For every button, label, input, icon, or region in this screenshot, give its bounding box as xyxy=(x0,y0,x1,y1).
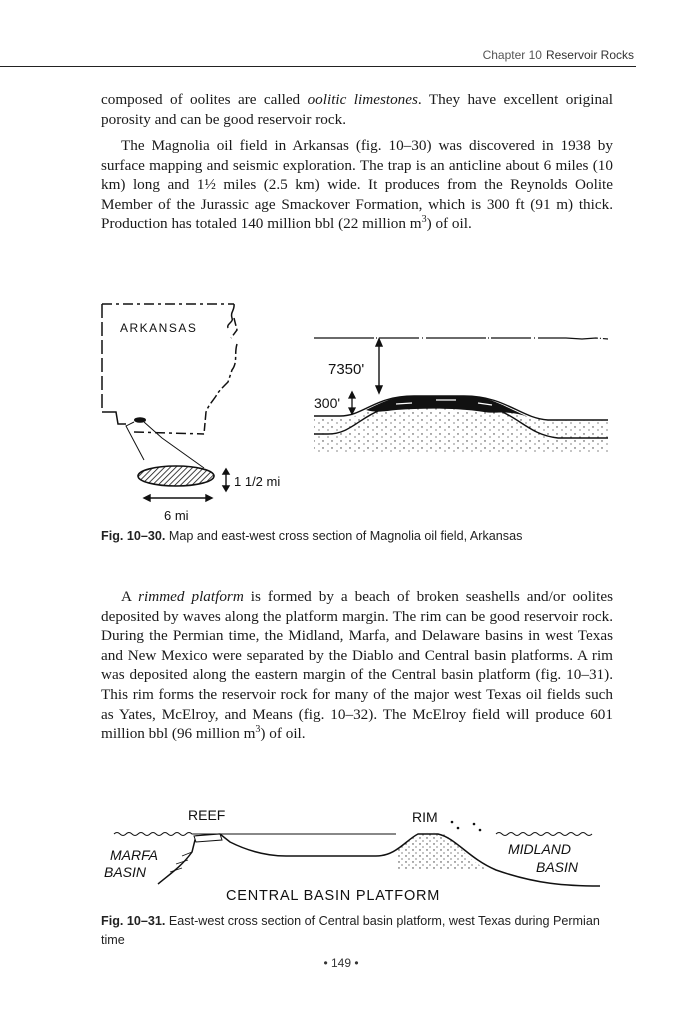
depth-label: 7350' xyxy=(328,361,365,378)
sea-surface xyxy=(114,833,592,836)
figure-10-30 xyxy=(96,292,626,528)
header-chapter: Chapter 10 xyxy=(482,48,542,62)
marfa-label: MARFA xyxy=(110,847,158,863)
figure-10-31 xyxy=(96,800,616,910)
field-ellipse xyxy=(138,466,214,486)
header-text xyxy=(483,48,634,62)
para3-lead: A xyxy=(121,588,139,605)
surface-line xyxy=(314,338,608,339)
paragraph-magnolia xyxy=(101,136,613,234)
caption-fig-10-31 xyxy=(101,912,613,950)
width-arrow xyxy=(223,469,229,491)
length-label: 6 mi xyxy=(164,508,189,523)
midland-label: MIDLAND xyxy=(508,841,572,857)
caption1-text: Map and east-west cross section of Magnolia oil field, Arkansas xyxy=(165,529,523,543)
thickness-label: 300' xyxy=(314,395,341,411)
marfa-basin-label: BASIN xyxy=(104,864,147,880)
para3-text: is formed by a beach of broken seashells and/or oolites deposited by waves along the platform margin. The rim can be good reservoir rock. During the Permian time, the Midland, Marfa, and Delaware basins in west Texas and New Mexico were separated by the Diablo and Central basin platforms. A rim was deposited along the eastern margin of the Central basin platform (fig. 10–31). This rim forms the reservoir rock for many of the major west Texas oil fields such as Yates, McElroy, and Means (fig. 10–32). The McElroy field will produce 601 million bbl (96 million m xyxy=(101,588,613,743)
caption1-number: Fig. 10–30. xyxy=(101,529,166,543)
magnifier-lines xyxy=(126,422,204,468)
para1-italic: oolitic limestones xyxy=(307,91,418,108)
para2-text: The Magnolia oil field in Arkansas (fig. 10–30) was discovered in 1938 by surface mapping and seismic exploration. The trap is an anticline about 6 miles (10 km) long and 1½ miles (2.5 km) wide. It produces from the Reynolds Oolite Member of the Jurassic age Smackover Formation, which is 300 ft (91 m) thick. Production has totaled 140 million bbl (22 million m xyxy=(101,137,613,233)
rim-label: RIM xyxy=(412,809,438,825)
paragraph-rimmed-platform xyxy=(101,587,613,744)
caption2-text: East-west cross section of Central basin platform, west Texas during Permian time xyxy=(101,914,600,947)
paragraph-oolitic xyxy=(101,90,613,129)
rim-dots-above xyxy=(451,821,482,832)
rim-deposit xyxy=(396,833,488,870)
reef-label: REEF xyxy=(188,807,226,823)
para2-text-end: ) of oil. xyxy=(426,215,472,233)
length-arrow xyxy=(144,495,212,501)
reef-hatching xyxy=(170,852,192,872)
cross-section xyxy=(314,338,608,452)
running-header xyxy=(0,44,636,67)
platform-label: CENTRAL BASIN PLATFORM xyxy=(226,888,441,904)
width-label: 1 1/2 mi xyxy=(234,474,281,489)
page-number: • 149 • xyxy=(323,956,359,970)
reef-cap xyxy=(194,834,222,842)
state-label: ARKANSAS xyxy=(120,321,198,335)
header-title: Reservoir Rocks xyxy=(545,48,634,62)
para1-text-b: . They have excellent original porosity and can be good reservoir rock. xyxy=(101,91,613,128)
caption2-number: Fig. 10–31. xyxy=(101,914,166,928)
para3-text-end: ) of oil. xyxy=(260,725,306,743)
para2-superscript: 3 xyxy=(421,214,427,226)
caption-fig-10-30 xyxy=(101,527,613,546)
depth-arrow xyxy=(376,339,382,393)
midland-basin-label: BASIN xyxy=(536,859,579,875)
para1-text-a: composed of oolites are called xyxy=(101,91,308,108)
thickness-arrow xyxy=(349,392,355,414)
para3-italic: rimmed platform xyxy=(138,588,244,605)
para3-superscript: 3 xyxy=(255,724,261,736)
